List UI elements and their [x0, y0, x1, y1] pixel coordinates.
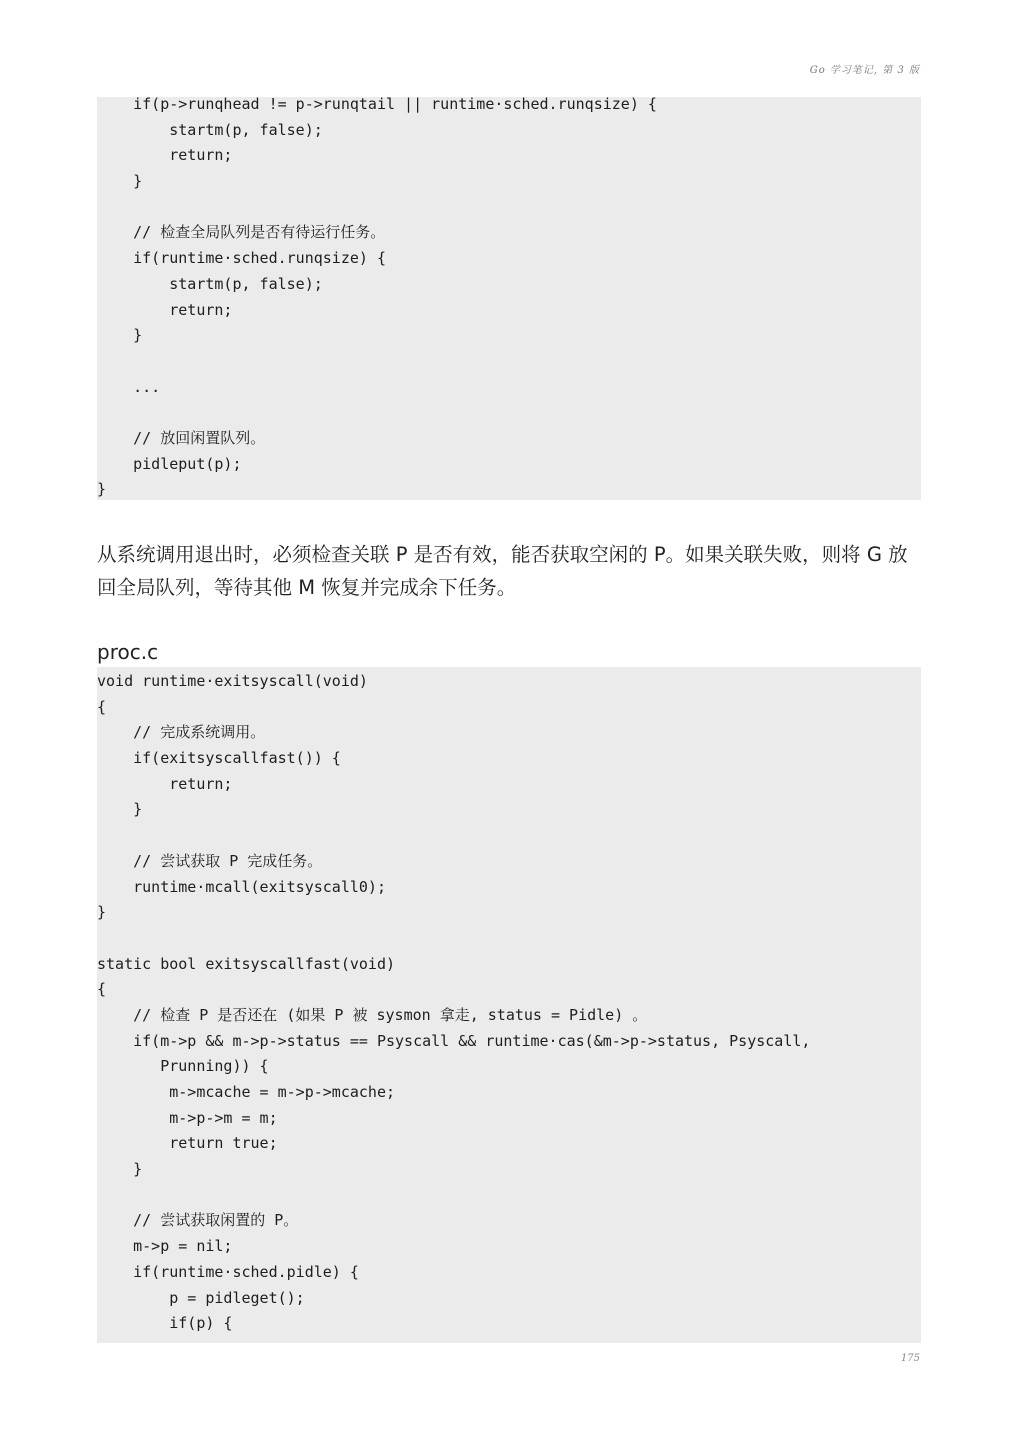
code-block-continued — [97, 97, 921, 500]
code-line: return; — [97, 146, 233, 165]
code-line: { — [97, 697, 107, 716]
code-line: // 放回闲置队列。 — [97, 428, 266, 447]
code-block-proc-c — [97, 667, 921, 1343]
code-line: } — [97, 800, 143, 819]
code-line: void runtime·exitsyscall(void) — [97, 672, 368, 690]
code-line: // 完成系统调用。 — [97, 723, 266, 742]
code-line: } — [97, 480, 107, 499]
code-line: pidleput(p); — [97, 454, 242, 473]
file-label: proc.c — [97, 640, 159, 664]
code-line: if(p->runqhead != p->runqtail || runtime·sched.runqsize) { — [97, 95, 657, 113]
code-line: p = pidleget(); — [97, 1288, 305, 1307]
body-paragraph: 从系统调用退出时，必须检查关联 P 是否有效，能否获取空闲的 P。如果关联失败，则将 G 放回全局队列，等待其他 M 恢复并完成余下任务。 — [97, 543, 908, 599]
code-line: return true; — [97, 1134, 278, 1153]
code-line — [97, 1183, 921, 1209]
code-line: m->p = nil; — [97, 1237, 233, 1256]
code-line: if(p) { — [97, 1314, 233, 1333]
code-line: startm(p, false); — [97, 274, 323, 293]
code-line — [97, 926, 921, 952]
code-line: { — [97, 980, 107, 999]
page-number: 175 — [900, 1353, 920, 1364]
code-line: Prunning)) { — [97, 1057, 269, 1076]
code-line: // 尝试获取 P 完成任务。 — [97, 851, 323, 870]
code-line: runtime·mcall(exitsyscall0); — [97, 877, 386, 896]
code-line: static bool exitsyscallfast(void) — [97, 954, 396, 973]
code-line — [97, 400, 921, 426]
code-line: } — [97, 903, 107, 922]
code-line: if(m->p && m->p->status == Psyscall && runtime·cas(&m->p->status, Psyscall, — [97, 1031, 811, 1050]
code-line — [97, 349, 921, 375]
code-line: // 尝试获取闲置的 P。 — [97, 1211, 299, 1230]
code-line: m->p->m = m; — [97, 1108, 278, 1127]
running-header: Go 学习笔记, 第 3 版 — [809, 65, 920, 76]
code-line: startm(p, false); — [97, 120, 323, 139]
code-line: } — [97, 1160, 143, 1179]
code-line: } — [97, 326, 143, 345]
code-line — [97, 823, 921, 849]
code-line: // 检查 P 是否还在 (如果 P 被 sysmon 拿走, status = Pidle) 。 — [97, 1005, 648, 1024]
code-line: return; — [97, 300, 233, 319]
code-line — [97, 195, 921, 221]
code-line: return; — [97, 774, 233, 793]
code-line: if(runtime·sched.runqsize) { — [97, 249, 386, 268]
code-line: if(runtime·sched.pidle) { — [97, 1262, 359, 1281]
code-line: m->mcache = m->p->mcache; — [97, 1083, 396, 1101]
code-line: if(exitsyscallfast()) { — [97, 749, 341, 768]
code-line: // 检查全局队列是否有待运行任务。 — [97, 223, 386, 242]
code-line: } — [97, 172, 143, 191]
code-line: ... — [97, 377, 161, 396]
